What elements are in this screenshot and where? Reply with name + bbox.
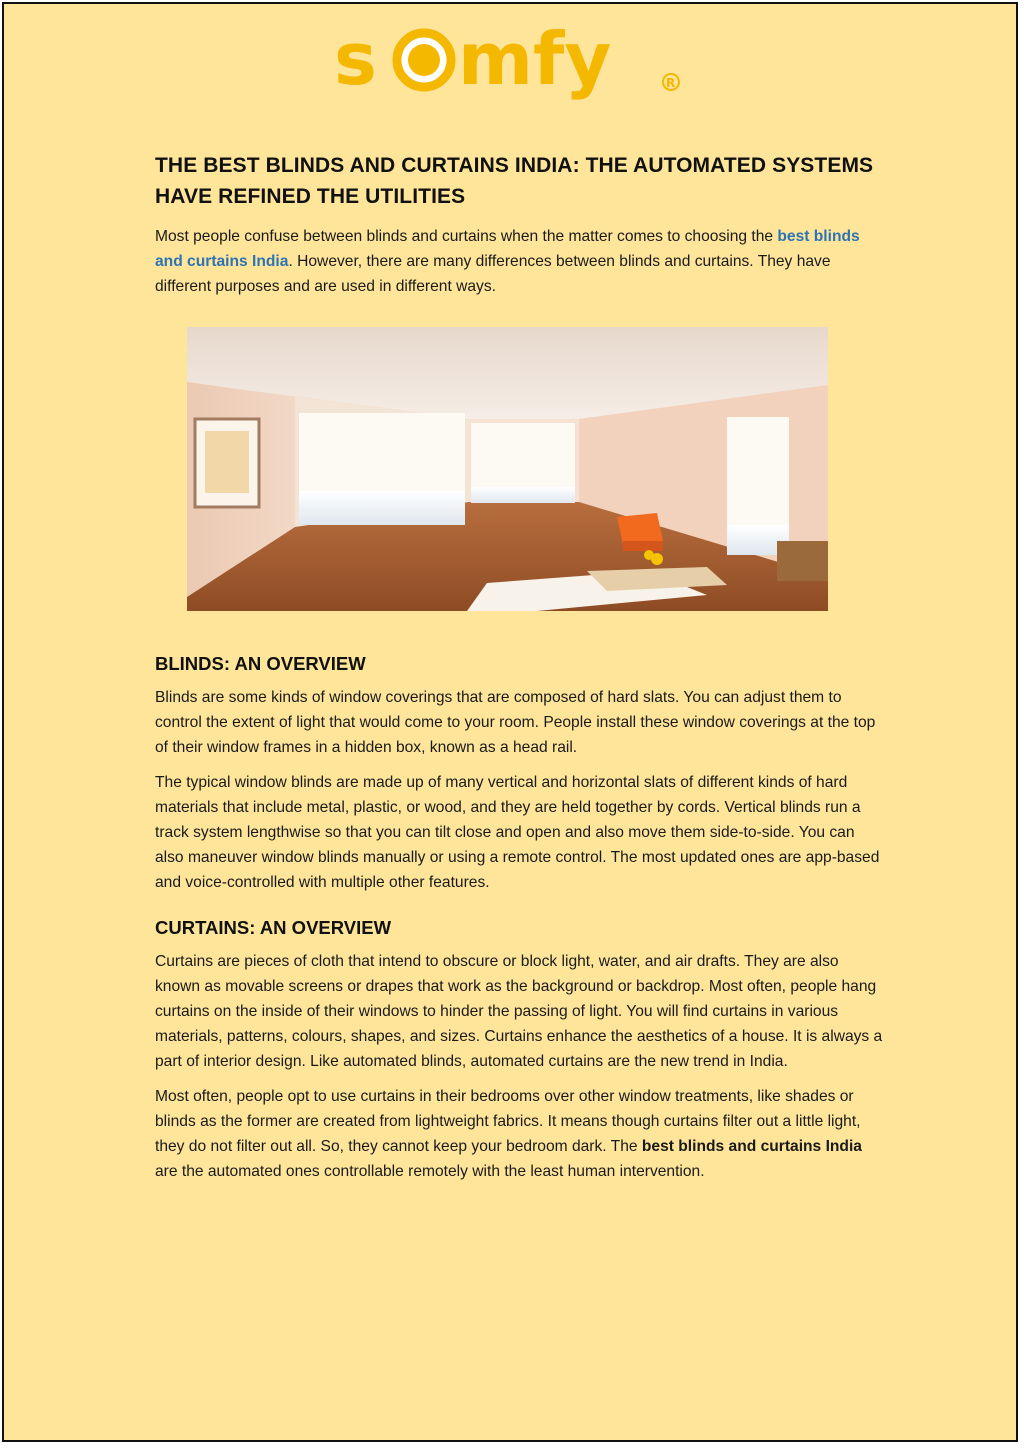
somfy-logo xyxy=(334,22,694,114)
blinds-paragraph-2: The typical window blinds are made up of many vertical and horizontal slats of different kinds of hard materials that include metal, plastic, or wood, and they are held together by cords. Vertical blinds run a track system lengthwise so that you can tilt close and open and also move them side-to-side. You can also maneuver window blinds manually or using a remote control. The most updated ones are app-based and voice-controlled with multiple other features. xyxy=(155,774,880,891)
logo-sun-core xyxy=(408,44,440,76)
curtains-bold-keyword: best blinds and curtains India xyxy=(641,1138,862,1155)
curtains-paragraph-1: Curtains are pieces of cloth that intend to obscure or block light, water, and air drafts. They are also known as movable screens or drapes that work as the background or backdrop. Most often, people hang curtains on the inside of their windows to hinder the passing of light. You will find curtains in various materials, patterns, colours, shapes, and sizes. Curtains enhance the aesthetics of a house. It is always a part of interior design. Like automated blinds, automated curtains are the new trend in India. xyxy=(155,953,883,1070)
article-title: THE BEST BLINDS AND CURTAINS INDIA: THE AUTOMATED SYSTEMS HAVE REFINED THE UTILITIES xyxy=(155,154,874,208)
curtains-section xyxy=(155,915,885,1184)
curtains-text-end: are the automated ones controllable remotely with the least human intervention. xyxy=(155,1163,705,1180)
intro-text-start: Most people confuse between blinds and curtains when the matter comes to choosing the xyxy=(155,228,778,245)
article-body xyxy=(155,150,885,1194)
blinds-section xyxy=(155,651,885,895)
intro-link[interactable]: best blinds and curtains India xyxy=(155,228,860,270)
curtains-paragraph-2 xyxy=(155,1084,885,1184)
registered-mark-r: R xyxy=(666,76,676,90)
document-page xyxy=(2,2,1018,1442)
intro-text-end: . However, there are many differences between blinds and curtains. They have different purposes and are used in different ways. xyxy=(155,253,831,295)
room-with-roller-blinds-image xyxy=(187,327,828,611)
curtains-text-start: Most often, people opt to use curtains in their bedrooms over other window treatments, like shades or blinds as the former are created from lightweight fabrics. It means though curtains filter out a little light, they do not filter out all. So, they cannot keep your bedroom dark. The xyxy=(155,1088,861,1155)
blinds-heading: BLINDS: AN OVERVIEW xyxy=(155,653,366,674)
intro-paragraph xyxy=(155,224,885,299)
logo-letters-mfy: mfy xyxy=(458,22,612,101)
curtains-heading: CURTAINS: AN OVERVIEW xyxy=(155,917,392,938)
logo-letter-s: s xyxy=(334,22,377,101)
blinds-paragraph-1: Blinds are some kinds of window coverings that are composed of hard slats. You can adjust them to control the extent of light that would come to your room. People install these window coverings at the top of their window frames in a hidden box, known as a head rail. xyxy=(155,689,876,756)
